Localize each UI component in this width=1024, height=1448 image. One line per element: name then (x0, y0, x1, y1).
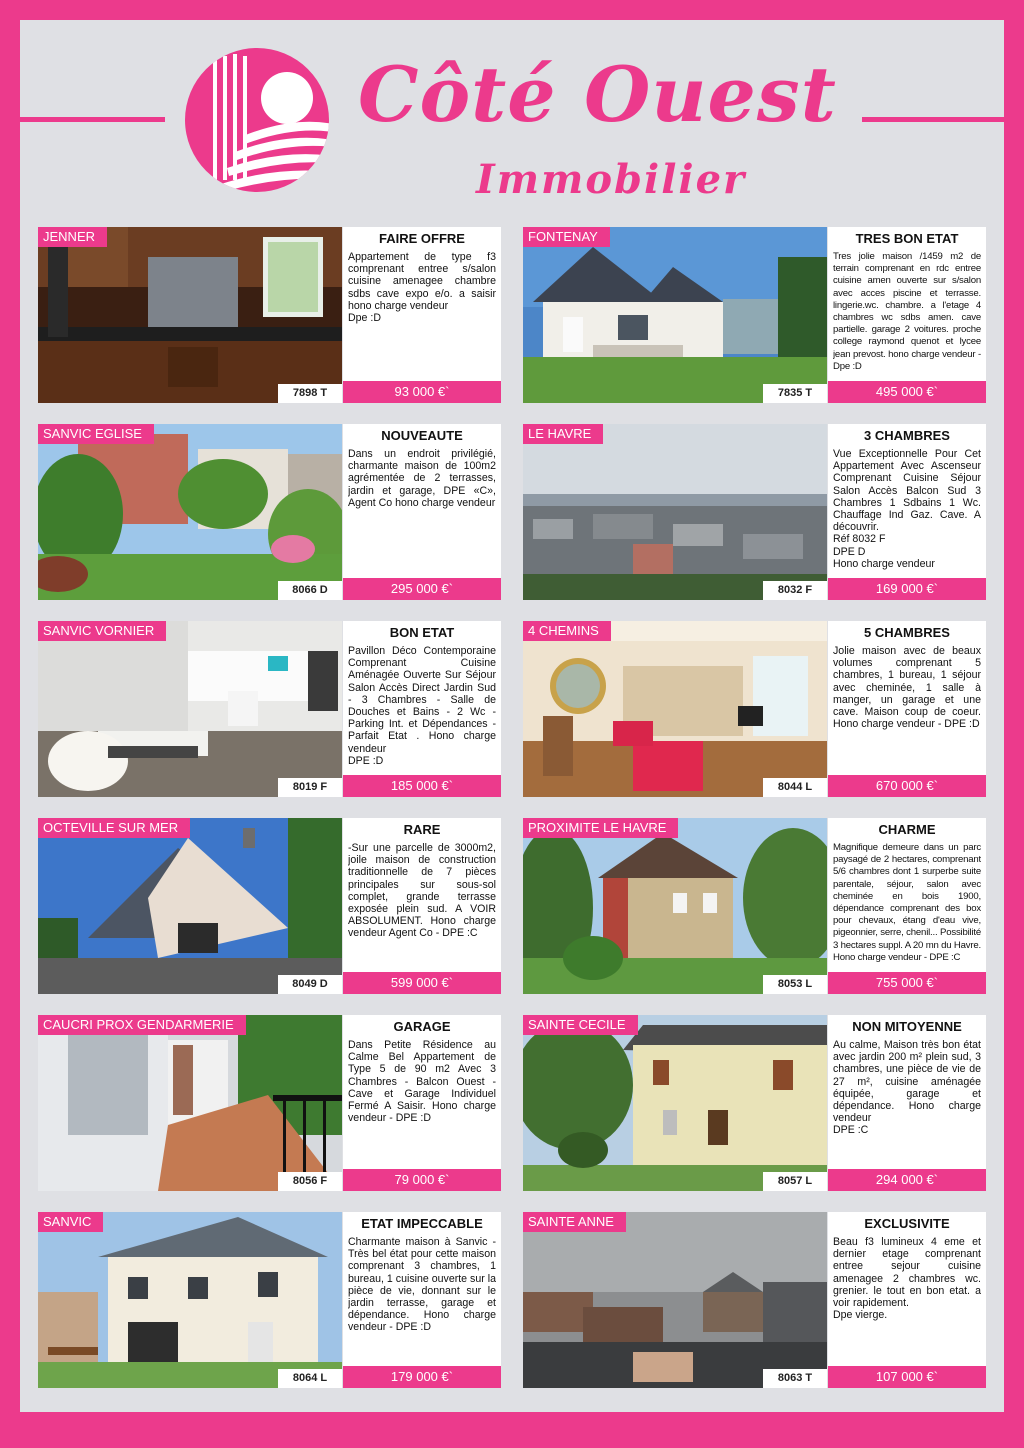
listing-card[interactable] (38, 818, 501, 994)
listings-grid (38, 227, 986, 1399)
listing-location: JENNER (38, 227, 107, 247)
listing-reference: 8066 D (278, 581, 342, 600)
listing-price[interactable]: 107 000 €` (828, 1366, 986, 1388)
listing-photo[interactable] (523, 1015, 827, 1191)
listing-photo[interactable] (523, 818, 827, 994)
listing-badge: EXCLUSIVITE (864, 1216, 950, 1231)
listing-card[interactable] (38, 1015, 501, 1191)
listing-photo[interactable] (38, 424, 342, 600)
listing-description: Magnifique demeure dans un parc paysagé de 2 hectares, comprenant 5/6 chambres dont 1 surperbe suite parentale, séjour, salon avec cheminée en bois 1900, dépendance comprenant des box pour chevaux, étang d'eau vive, pigeonnier, serre, chenil... Possibilité 3 hectares suppl. A 20 mn du Havre. Hono charge vendeur - DPE :C (833, 842, 981, 963)
manor-photo-icon (523, 818, 827, 994)
listing-reference: 8063 T (763, 1369, 827, 1388)
listing-info (828, 1015, 986, 1191)
listing-price[interactable]: 79 000 €` (343, 1169, 501, 1191)
listing-card[interactable] (38, 1212, 501, 1388)
listing-reference: 7835 T (763, 384, 827, 403)
listing-price[interactable]: 294 000 €` (828, 1169, 986, 1191)
listing-description: -Sur une parcelle de 3000m2, joile maison de construction traditionnelle de 7 pièces principales sur sous-sol complet, grande terrasse exposée plein sud. A VOIR ABSOLUMENT. Hono charge vendeur Agent Co - DPE :C (348, 842, 496, 940)
salon-photo-icon (523, 621, 827, 797)
listing-badge: RARE (403, 822, 441, 837)
listing-badge: GARAGE (393, 1019, 451, 1034)
listing-card[interactable] (38, 424, 501, 600)
listing-reference: 8064 L (278, 1369, 342, 1388)
header-rule-left (20, 117, 165, 122)
listing-badge: TRES BON ETAT (855, 231, 959, 246)
listing-price[interactable]: 495 000 €` (828, 381, 986, 403)
listing-photo[interactable] (523, 227, 827, 403)
listing-photo[interactable] (523, 424, 827, 600)
brand-subtitle: Immobilier (476, 156, 747, 203)
listing-description: Au calme, Maison très bon état avec jardin 200 m² plein sud, 3 chambres, une pièce de vie de 27 m², cuisine aménagée équipée, garage et dépendance. Hono charge vendeur DPE :C (833, 1039, 981, 1137)
listing-info (828, 1212, 986, 1388)
listing-card[interactable] (38, 227, 501, 403)
listing-photo[interactable] (38, 1015, 342, 1191)
listing-reference: 8019 F (278, 778, 342, 797)
listing-price[interactable]: 755 000 €` (828, 972, 986, 994)
listing-photo[interactable] (38, 621, 342, 797)
village-house-photo-icon (38, 1212, 342, 1388)
listing-location: SAINTE ANNE (523, 1212, 626, 1232)
listing-card[interactable] (523, 1212, 986, 1388)
listing-card[interactable] (38, 621, 501, 797)
listing-description: Appartement de type f3 comprenant entree s/salon cuisine amenagee chambre sdbs cave expo e/o. a saisir hono charge vendeur Dpe :D (348, 251, 496, 325)
listing-badge: FAIRE OFFRE (379, 231, 465, 246)
listing-info (343, 424, 501, 600)
listing-card[interactable] (523, 1015, 986, 1191)
listing-location: PROXIMITE LE HAVRE (523, 818, 678, 838)
kitchen-photo-icon (38, 227, 342, 403)
listing-reference: 8032 F (763, 581, 827, 600)
listing-info (343, 1212, 501, 1388)
listing-badge: NON MITOYENNE (852, 1019, 962, 1034)
listing-card[interactable] (523, 424, 986, 600)
listing-description: Jolie maison avec de beaux volumes comprenant 5 chambres, 1 bureau, 1 séjour avec cheminée, 1 salle à manger, un garage et une cave. Maison coup de coeur. Hono charge vendeur - DPE :D (833, 645, 981, 731)
listing-badge: 5 CHAMBRES (864, 625, 950, 640)
listing-reference: 8049 D (278, 975, 342, 994)
listing-location: SANVIC (38, 1212, 103, 1232)
listing-info (343, 818, 501, 994)
listing-description: Vue Exceptionnelle Pour Cet Appartement Avec Ascenseur Comprenant Cuisine Séjour Salon Accès Balcon Sud 3 Chambres 1 Sdbains 1 Wc. Chauffage Ind Gaz. Cave. A découvrir. Réf 8032 F DPE D Hono charge vendeur (833, 448, 981, 570)
traditional-house-photo-icon (38, 818, 342, 994)
listing-price[interactable]: 179 000 €` (343, 1366, 501, 1388)
listing-price[interactable]: 93 000 €` (343, 381, 501, 403)
listing-info (828, 621, 986, 797)
flyer-page (20, 20, 1004, 1412)
listing-reference: 7898 T (278, 384, 342, 403)
listing-location: CAUCRI PROX GENDARMERIE (38, 1015, 246, 1035)
listing-photo[interactable] (38, 227, 342, 403)
listing-photo[interactable] (523, 1212, 827, 1388)
listing-badge: BON ETAT (389, 625, 455, 640)
listing-description: Charmante maison à Sanvic - Très bel état pour cette maison comprenant 3 chambres, 1 bureau, 1 cuisine ouverte sur la pièce de vie, donnant sur le jardin terrasse, garage et dépendance. Hono charge vendeur - DPE :D (348, 1236, 496, 1334)
brand-title: Côté Ouest (358, 50, 837, 139)
listing-location: SANVIC VORNIER (38, 621, 166, 641)
listing-location: 4 CHEMINS (523, 621, 611, 641)
listing-location: SAINTE CECILE (523, 1015, 638, 1035)
listing-info (828, 424, 986, 600)
listing-reference: 8053 L (763, 975, 827, 994)
sunset-logo-icon (183, 46, 331, 194)
listing-description: Pavillon Déco Contemporaine Comprenant Cuisine Aménagée Ouverte Sur Séjour Salon Accès Direct Jardin Sud - 3 Chambres - Salle de Douches et Bains - 2 Wc - Parking Int. et Dépendances - Parfait Etat . Hono charge vendeur DPE :D (348, 645, 496, 767)
listing-photo[interactable] (38, 1212, 342, 1388)
garden-house-photo-icon (38, 424, 342, 600)
listing-price[interactable]: 185 000 €` (343, 775, 501, 797)
listing-reference: 8057 L (763, 1172, 827, 1191)
listing-reference: 8056 F (278, 1172, 342, 1191)
listing-badge: CHARME (878, 822, 936, 837)
listing-price[interactable]: 295 000 €` (343, 578, 501, 600)
listing-location: OCTEVILLE SUR MER (38, 818, 190, 838)
listing-description: Beau f3 lumineux 4 eme et dernier etage comprenant entree sejour cuisine amenagee 2 chambres wc. grenier. le tout en bon etat. a voir rapidement. Dpe vierge. (833, 1236, 981, 1322)
listing-photo[interactable] (38, 818, 342, 994)
listing-photo[interactable] (523, 621, 827, 797)
rooftops-photo-icon (523, 1212, 827, 1388)
listing-info (828, 818, 986, 994)
listing-badge: ETAT IMPECCABLE (361, 1216, 483, 1231)
listing-badge: NOUVEAUTE (381, 428, 463, 443)
listing-reference: 8044 L (763, 778, 827, 797)
listing-badge: 3 CHAMBRES (864, 428, 950, 443)
listing-info (343, 621, 501, 797)
balcony-photo-icon (38, 1015, 342, 1191)
header-rule-right (862, 117, 1004, 122)
detached-house-photo-icon (523, 1015, 827, 1191)
listing-price[interactable]: 599 000 €` (343, 972, 501, 994)
city-view-photo-icon (523, 424, 827, 600)
listing-location: SANVIC EGLISE (38, 424, 154, 444)
listing-card[interactable] (523, 621, 986, 797)
listing-price[interactable]: 169 000 €` (828, 578, 986, 600)
listing-info (343, 227, 501, 403)
listing-info (828, 227, 986, 403)
living-room-photo-icon (38, 621, 342, 797)
listing-price[interactable]: 670 000 €` (828, 775, 986, 797)
listing-description: Tres jolie maison /1459 m2 de terrain comprenant en rdc entree cuisine amen ouverte sur s/salon avec acces piscine et terrasse. lingerie.wc. chambre. a l'etage 4 chambres wc sdbs amen. cave partielle. garage 2 voitures. proche college raymond quenot et lycee jean prevost. hono charge vendeur - Dpe :D (833, 251, 981, 372)
listing-description: Dans Petite Résidence au Calme Bel Appartement de Type 5 de 90 m2 Avec 3 Chambres - Balcon Ouest - Cave et Garage Individuel Fermé A Saisir. Hono charge vendeur - DPE :D (348, 1039, 496, 1125)
listing-location: FONTENAY (523, 227, 610, 247)
listing-location: LE HAVRE (523, 424, 603, 444)
house-garden-photo-icon (523, 227, 827, 403)
listing-card[interactable] (523, 818, 986, 994)
listing-description: Dans un endroit privilégié, charmante maison de 100m2 agrémentée de 2 terrasses, jardin et garage, DPE «C», Agent Co hono charge vendeur (348, 448, 496, 509)
listing-card[interactable] (523, 227, 986, 403)
listing-info (343, 1015, 501, 1191)
